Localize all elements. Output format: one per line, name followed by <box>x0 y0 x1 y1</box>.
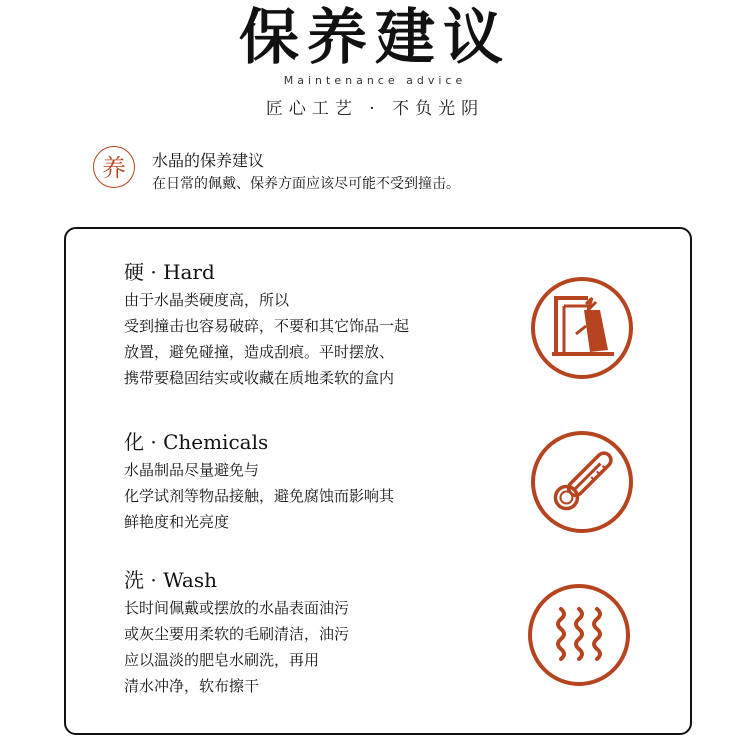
section-wash <box>124 567 349 699</box>
subtitle-chinese: 匠心工艺 · 不负光阴 <box>265 99 485 119</box>
section-title: 硬 · Hard <box>124 260 215 284</box>
section-line: 由于水晶类硬度高，所以 <box>124 291 290 309</box>
intro-title: 水晶的保养建议 <box>152 151 265 170</box>
section-line: 水晶制品尽量避免与 <box>124 461 260 479</box>
section-line: 放置，避免碰撞，造成刮痕。平时摆放、 <box>124 343 395 361</box>
section-line: 鲜艳度和光亮度 <box>124 513 230 531</box>
section-title: 洗 · Wash <box>124 568 217 592</box>
subtitle-english: Maintenance advice <box>283 74 467 87</box>
section-chemicals <box>124 429 394 535</box>
intro-text: 在日常的佩戴、保养方面应该尽可能不受到撞击。 <box>152 176 460 192</box>
thermometer-icon <box>530 430 634 534</box>
section-title: 化 · Chemicals <box>124 430 269 454</box>
page-title: 保养建议 <box>239 3 511 73</box>
section-line: 或灰尘要用柔软的毛刷清洁，油污 <box>124 625 350 643</box>
steam-waves-icon <box>527 583 631 687</box>
section-line: 受到撞击也容易破碎，不要和其它饰品一起 <box>124 317 410 335</box>
section-line: 携带要稳固结实或收藏在质地柔软的盒内 <box>124 369 395 387</box>
section-line: 长时间佩戴或摆放的水晶表面油污 <box>124 599 350 617</box>
broken-glass-icon <box>530 276 634 380</box>
section-hard <box>124 259 409 391</box>
care-badge-icon: 养 <box>93 146 135 188</box>
section-line: 化学试剂等物品接触，避免腐蚀而影响其 <box>124 487 395 505</box>
section-line: 应以温淡的肥皂水刷洗，再用 <box>124 651 320 669</box>
section-line: 清水冲净，软布擦干 <box>124 677 260 695</box>
